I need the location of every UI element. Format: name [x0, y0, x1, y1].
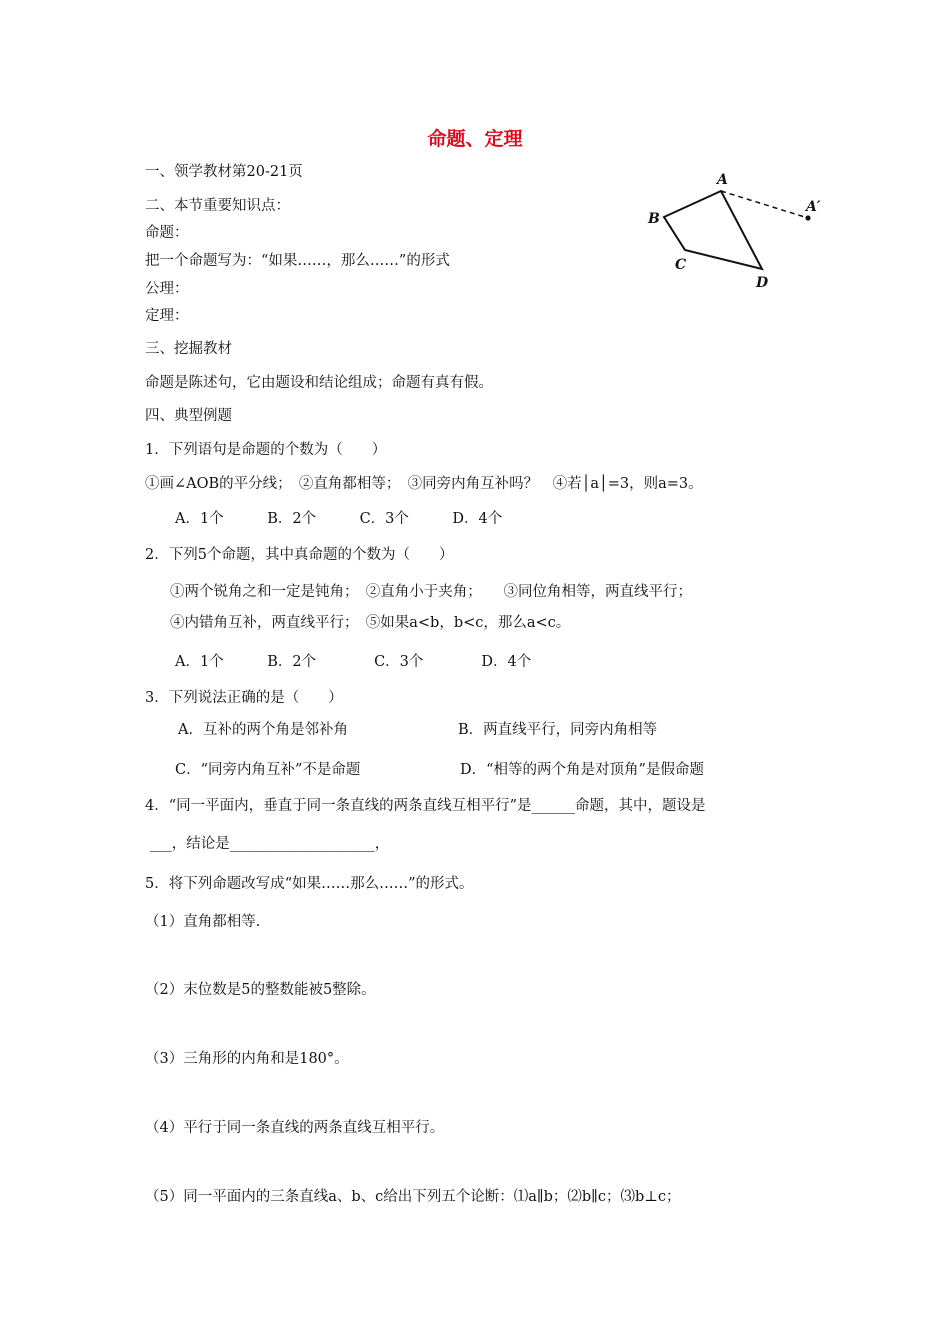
question-5-item-3: （3）三角形的内角和是180°。 [145, 1051, 349, 1067]
proposition-label: 命题： [145, 225, 189, 241]
question-1-options: A．1个 B．2个 C．3个 D．4个 [175, 511, 503, 527]
label-d: D [756, 275, 769, 291]
question-4: 4．“同一平面内，垂直于同一条直线的两条直线互相平行”是______命题，其中，题设是 [145, 798, 706, 814]
question-5-item-4: （4）平行于同一条直线的两条直线互相平行。 [145, 1120, 445, 1136]
question-3-option-d: D．“相等的两个角是对顶角”是假命题 [460, 762, 704, 778]
label-b: B [648, 211, 660, 227]
quadrilateral-figure [640, 165, 840, 295]
section-1: 一、领学教材第20-21页 [145, 164, 303, 180]
label-a-prime: A′ [806, 199, 821, 215]
theorem-label: 定理： [145, 308, 189, 324]
question-1: 1．下列语句是命题的个数为（ ） [145, 442, 387, 458]
question-3-option-c: C．“同旁内角互补”不是命题 [175, 762, 361, 778]
question-5: 5．将下列命题改写成“如果……那么……”的形式。 [145, 876, 474, 892]
page-title: 命题、定理 [427, 128, 523, 150]
rewrite-form: 把一个命题写为：“如果……，那么……”的形式 [145, 253, 450, 269]
textbook-note: 命题是陈述句，它由题设和结论组成；命题有真有假。 [145, 375, 493, 391]
question-3: 3．下列说法正确的是（ ） [145, 690, 343, 706]
question-4-blanks: ___，结论是____________________， [150, 836, 390, 852]
section-2: 二、本节重要知识点： [145, 198, 290, 214]
question-2: 2．下列5个命题，其中真命题的个数为（ ） [145, 547, 454, 563]
question-3-option-a: A．互补的两个角是邻补角 [178, 722, 348, 738]
section-3: 三、挖掘教材 [145, 341, 232, 357]
axiom-label: 公理： [145, 281, 189, 297]
question-5-item-1: （1）直角都相等. [145, 914, 261, 930]
question-2-statements-b: ④内错角互补，两直线平行； ⑤如果a<b，b<c，那么a<c。 [170, 615, 571, 631]
question-3-option-b: B．两直线平行，同旁内角相等 [458, 722, 658, 738]
point-a-prime [805, 215, 810, 220]
question-2-statements-a: ①两个锐角之和一定是钝角； ②直角小于夹角； ③同位角相等，两直线平行； [170, 584, 692, 600]
label-c: C [675, 257, 687, 273]
section-4: 四、典型例题 [145, 408, 232, 424]
question-5-item-2: （2）末位数是5的整数能被5整除。 [145, 982, 376, 998]
question-2-options: A．1个 B．2个 C．3个 D．4个 [175, 654, 532, 670]
question-1-statements: ①画∠AOB的平分线； ②直角都相等； ③同旁内角互补吗？ ④若│a│=3，则a=3。 [145, 476, 703, 492]
question-5-item-5: （5）同一平面内的三条直线a、b、c给出下列五个论断：⑴a∥b；⑵b∥c；⑶b⊥c； [145, 1189, 681, 1205]
label-a: A [717, 172, 728, 188]
